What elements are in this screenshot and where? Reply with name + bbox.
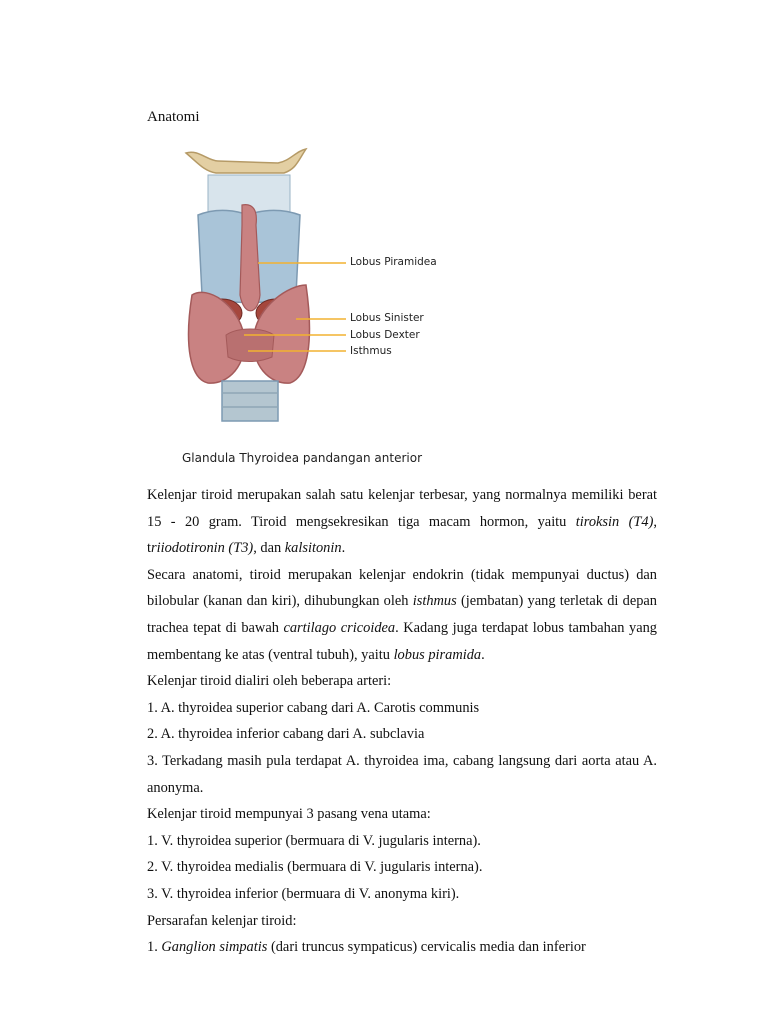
label-isthmus: Isthmus [350,345,392,357]
list-item-vena-1: 1. V. thyroidea superior (bermuara di V. jugularis interna). [147,832,481,849]
thyroid-figure [178,145,458,475]
text-run: Kelenjar tiroid merupakan salah satu kelenjar terbesar, yang normalnya memiliki berat 15 - 20 gram. Tiroid mengsekresikan tiga macam hormon, yaitu [147,487,657,530]
text-run: , dan [253,540,285,557]
text-run: . [341,540,346,557]
paragraph-hormones [147,482,657,562]
list-item-arteri-3: 3. Terkadang masih pula terdapat A. thyroidea ima, cabang langsung dari aorta atau A. anonyma. [147,752,657,796]
paragraph-anatomy [147,562,657,668]
text-run: (jembatan) yang terletak di depan trachea tepat di bawah [147,593,658,636]
paragraph-saraf-intro: Persarafan kelenjar tiroid: [147,912,297,929]
section-heading: Anatomi [147,109,200,125]
label-lobus-dexter: Lobus Dexter [350,329,420,341]
list-item-arteri-2: 2. A. thyroidea inferior cabang dari A. subclavia [147,726,425,743]
italic-term: riiodotironin (T3) [151,540,254,557]
figure-caption: Glandula Thyroidea pandangan anterior [182,451,422,465]
italic-term: isthmus [412,593,457,610]
text-run: Secara anatomi, tiroid merupakan kelenjar endokrin (tidak mempunyai ductus) dan bilobular (kanan dan kiri), dihubungkan oleh [147,566,657,610]
text-run: (dari truncus sympaticus) cervicalis media dan inferior [267,939,586,956]
text-run: 1. [147,939,162,956]
text-run: . Kadang juga terdapat lobus tambahan yang membentang ke atas (ventral tubuh), yaitu [147,619,657,663]
label-lobus-piramidea: Lobus Piramidea [350,256,437,268]
list-item-arteri-1: 1. A. thyroidea superior cabang dari A. Carotis communis [147,699,480,716]
thyroid-illustration [178,145,458,445]
italic-term: Ganglion simpatis [161,939,268,956]
list-item-vena-2: 2. V. thyroidea medialis (bermuara di V. jugularis interna). [147,859,483,876]
italic-term: cartilago cricoidea [283,619,396,636]
italic-term: tiroksin (T4) [575,513,654,530]
italic-term: lobus piramida [393,646,482,663]
body-text [147,482,657,961]
paragraph-vena-intro: Kelenjar tiroid mempunyai 3 pasang vena utama: [147,806,431,823]
text-run: , t [147,513,657,557]
label-lobus-sinister: Lobus Sinister [350,312,424,324]
italic-term: kalsitonin [284,540,342,557]
list-item-saraf-1 [147,934,657,961]
list-item-vena-3: 3. V. thyroidea inferior (bermuara di V. anonyma kiri). [147,885,460,902]
text-run: . [481,646,485,663]
paragraph-arteri-intro: Kelenjar tiroid dialiri oleh beberapa arteri: [147,673,392,690]
